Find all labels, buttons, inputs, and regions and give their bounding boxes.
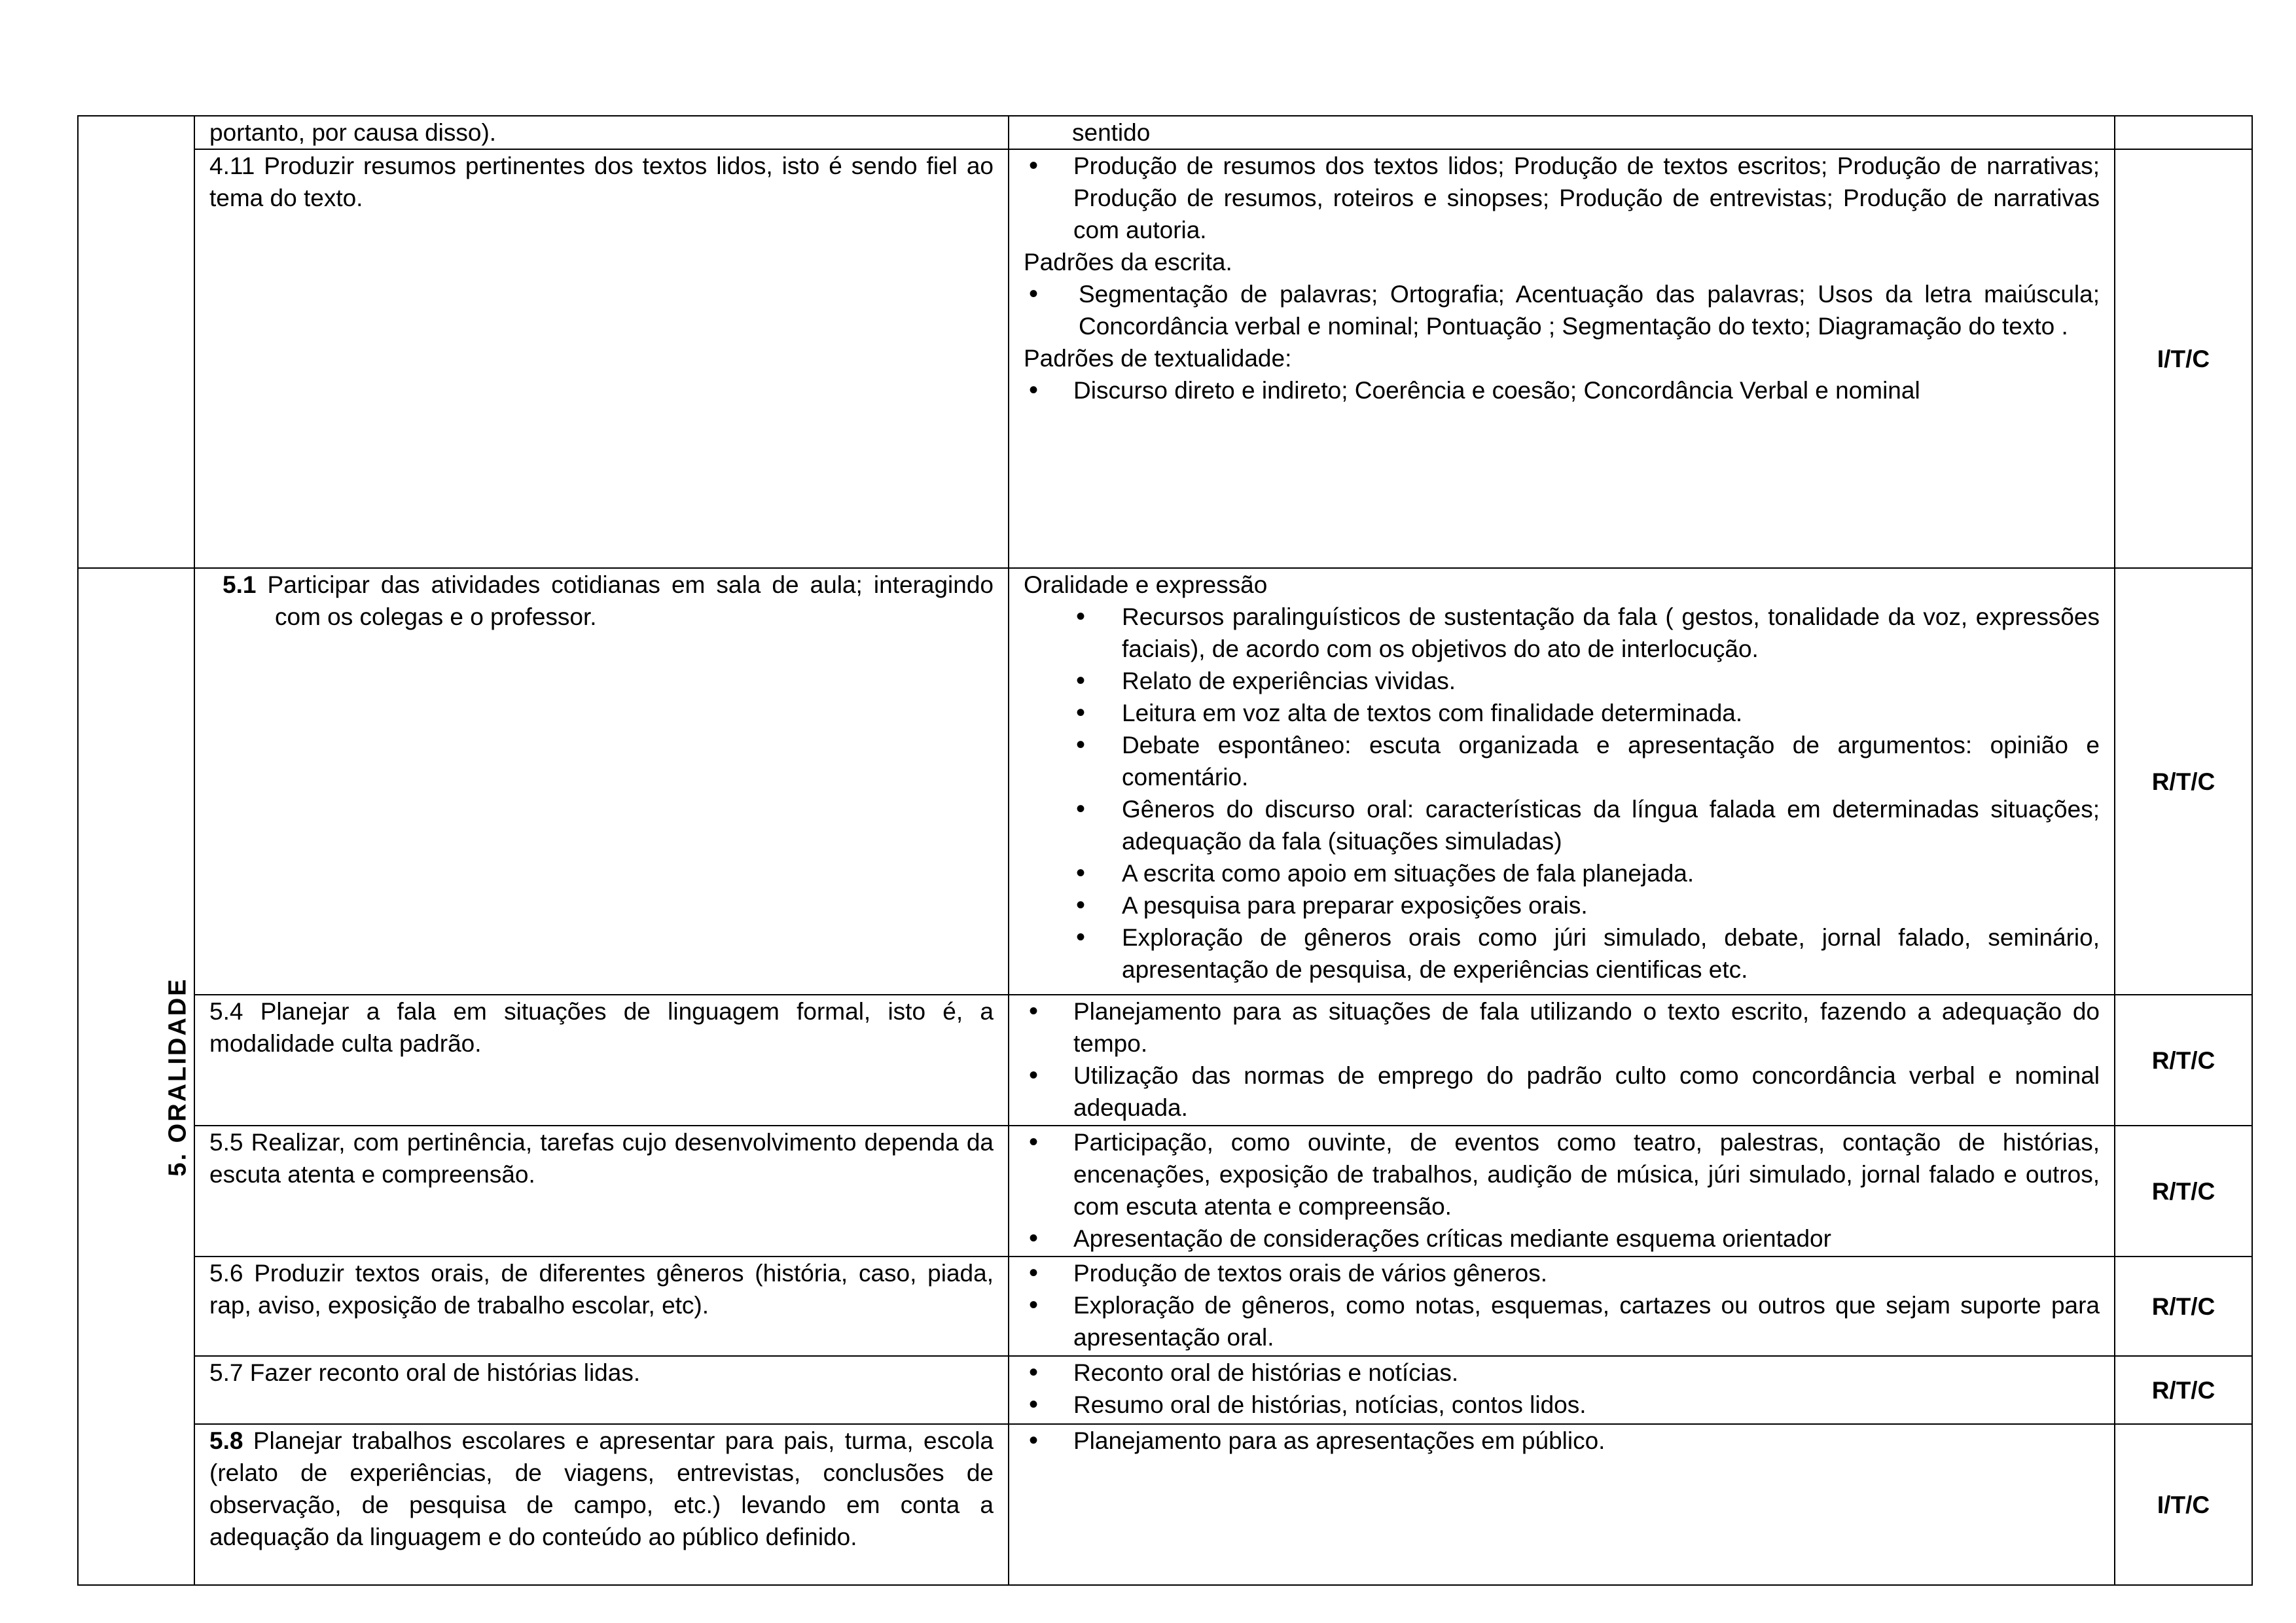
content-list [1024, 1357, 2100, 1421]
content-list [1024, 995, 2100, 1124]
objective-cell: 5.5 Realizar, com pertinência, tarefas cujo desenvolvimento dependa da escuta atenta e compreensão. [194, 1126, 1009, 1257]
content-cell [1009, 995, 2115, 1126]
objective-cell: 5.7 Fazer reconto oral de histórias lidas. [194, 1356, 1009, 1424]
list-item: • Produção de textos orais de vários gêneros. [1024, 1257, 2100, 1289]
list-item: • Exploração de gêneros, como notas, esquemas, cartazes ou outros que sejam suporte para apresentação oral. [1024, 1289, 2100, 1353]
code-cell: R/T/C [2115, 995, 2252, 1126]
content-cell [1009, 1257, 2115, 1356]
code-cell: R/T/C [2115, 568, 2252, 995]
content-list [1024, 374, 2100, 406]
objective-cell [194, 568, 1009, 995]
content-list [1024, 1257, 2100, 1353]
code-cell: R/T/C [2115, 1257, 2252, 1356]
list-item: • A escrita como apoio em situações de fala planejada. [1024, 857, 2100, 889]
axis-cell-empty [78, 116, 194, 568]
table-row [78, 1257, 2252, 1356]
list-item: • Produção de resumos dos textos lidos; Produção de textos escritos; Produção de narrativas; Produção de resumos, roteiros e sinopses; Produção de entrevistas; Produção de narrativas com autoria. [1024, 150, 2100, 246]
code-cell: I/T/C [2115, 1424, 2252, 1585]
content-cell [1009, 149, 2115, 568]
content-cell [1009, 116, 2115, 149]
table-row [78, 1356, 2252, 1424]
code-cell: R/T/C [2115, 1126, 2252, 1257]
objective-text: Planejar trabalhos escolares e apresentar para pais, turma, escola (relato de experiências, de viagens, entrevistas, conclusões de observação, de pesquisa de campo, etc.) levando em conta a adequação da linguagem e do conteúdo ao público definido. [209, 1427, 994, 1550]
table-row [78, 1424, 2252, 1585]
table-row [78, 116, 2252, 149]
code-cell: R/T/C [2115, 1356, 2252, 1424]
content-heading: Padrões da escrita. [1024, 249, 1232, 276]
axis-cell [78, 568, 194, 1585]
list-item: • Gêneros do discurso oral: características da língua falada em determinadas situações; adequação da fala (situações simuladas) [1024, 793, 2100, 857]
objective-cell: 5.4 Planejar a fala em situações de linguagem formal, isto é, a modalidade culta padrão. [194, 995, 1009, 1126]
content-list [1024, 1425, 2100, 1457]
table-row [78, 1126, 2252, 1257]
content-cell [1009, 1356, 2115, 1424]
objective-number: 5.8 [209, 1427, 243, 1454]
list-item: • Participação, como ouvinte, de eventos como teatro, palestras, contação de histórias, encenações, exposição de trabalhos, audição de música, júri simulado, jornal falado e outros, com escuta atenta e compreensão. [1024, 1126, 2100, 1222]
objective-cell [194, 1424, 1009, 1585]
content-text: sentido [1072, 119, 1151, 146]
objective-text: Participar das atividades cotidianas em sala de aula; interagindo com os colegas e o professor. [267, 571, 994, 630]
list-item: • Planejamento para as situações de fala utilizando o texto escrito, fazendo a adequação do tempo. [1024, 995, 2100, 1060]
axis-label: 5. ORALIDADE [164, 977, 192, 1177]
content-list [1024, 1126, 2100, 1255]
content-cell [1009, 568, 2115, 995]
table-row [78, 995, 2252, 1126]
content-list [1024, 601, 2100, 986]
list-item: • Discurso direto e indireto; Coerência e coesão; Concordância Verbal e nominal [1024, 374, 2100, 406]
table-row [78, 568, 2252, 995]
objective-cell: 4.11 Produzir resumos pertinentes dos textos lidos, isto é sendo fiel ao tema do texto. [194, 149, 1009, 568]
list-item: • Leitura em voz alta de textos com finalidade determinada. [1024, 697, 2100, 729]
content-heading: Oralidade e expressão [1024, 571, 1268, 598]
list-item: • Exploração de gêneros orais como júri simulado, debate, jornal falado, seminário, apresentação de pesquisa, de experiências cientificas etc. [1024, 921, 2100, 986]
content-cell [1009, 1126, 2115, 1257]
curriculum-table [77, 115, 2253, 1586]
content-list [1024, 278, 2100, 342]
list-item: • Resumo oral de histórias, notícias, contos lidos. [1024, 1389, 2100, 1421]
content-list [1024, 150, 2100, 246]
code-cell: I/T/C [2115, 149, 2252, 568]
list-item: • Relato de experiências vividas. [1024, 665, 2100, 697]
list-item: • Segmentação de palavras; Ortografia; Acentuação das palavras; Usos da letra maiúscula; Concordância verbal e nominal; Pontuação ; Segmentação do texto; Diagramação do texto . [1024, 278, 2100, 342]
table-row [78, 149, 2252, 568]
list-item: • Apresentação de considerações críticas mediante esquema orientador [1024, 1222, 2100, 1255]
objective-number: 5.1 [223, 571, 257, 598]
objective-cell: portanto, por causa disso). [194, 116, 1009, 149]
list-item: • Utilização das normas de emprego do padrão culto como concordância verbal e nominal adequada. [1024, 1060, 2100, 1124]
list-item: • A pesquisa para preparar exposições orais. [1024, 889, 2100, 921]
list-item: • Reconto oral de histórias e notícias. [1024, 1357, 2100, 1389]
list-item: • Debate espontâneo: escuta organizada e apresentação de argumentos: opinião e comentário. [1024, 729, 2100, 793]
list-item: • Planejamento para as apresentações em público. [1024, 1425, 2100, 1457]
objective-cell: 5.6 Produzir textos orais, de diferentes gêneros (história, caso, piada, rap, aviso, exposição de trabalho escolar, etc). [194, 1257, 1009, 1356]
content-cell [1009, 1424, 2115, 1585]
list-item: • Recursos paralinguísticos de sustentação da fala ( gestos, tonalidade da voz, expressões faciais), de acordo com os objetivos do ato de interlocução. [1024, 601, 2100, 665]
content-heading: Padrões de textualidade: [1024, 345, 1292, 372]
code-cell [2115, 116, 2252, 149]
